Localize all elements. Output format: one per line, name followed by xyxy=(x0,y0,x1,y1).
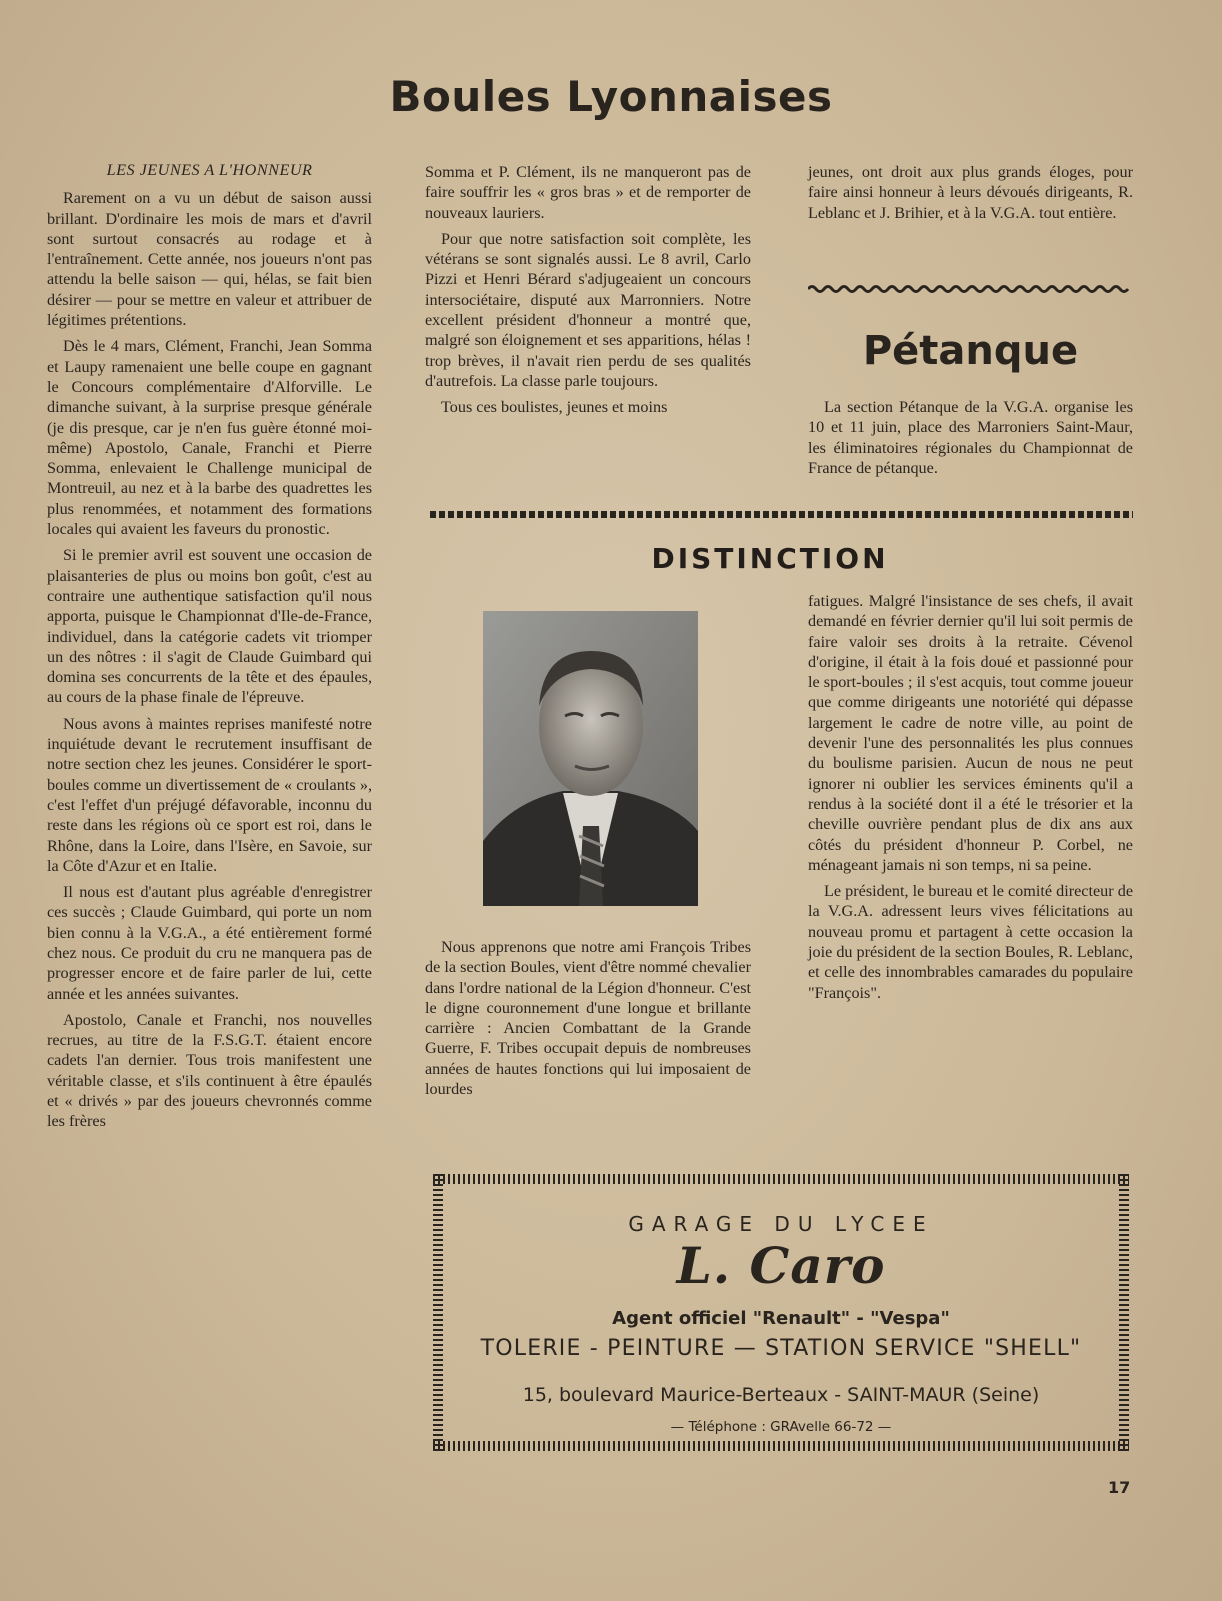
paragraph: Le président, le bureau et le comité directeur de la V.G.A. adressent leurs vives félicitations au nouveau promu et partagent à cette occasion la joie du président de la section Boules, R. Leblanc, et celle des innombrables camarades du populaire "François". xyxy=(808,882,1134,1002)
paragraph: fatigues. Malgré l'insistance de ses chefs, il avait demandé en février dernier qu'il lui soit permis de faire valoir ses droits à la retraite. Cévenol d'origine, il était à la fois doué et passionné pour le sport-boules ; il s'est acquis, tout comme joueur que comme dirigeants une notoriété qui dépasse largement le cadre de notre ville, au point de devenir l'une des personnalités les plus connues du boulisme parisien. Aucun de nous ne peut ignorer ni oublier les services éminents qu'il a rendus à la société dont il a été le trésorier et la cheville ouvrière pendant plus de dix ans aux côtés du président d'honneur P. Corbel, ne ménageant jamais ni son temps, ni sa peine. xyxy=(808,592,1133,874)
paragraph: Nous avons à maintes reprises manifesté notre inquiétude devant le recrutement insuffisant de notre section chez les jeunes. Considérer le sport-boules comme un divertissement de « croulants », c'est l'effet d'un préjugé défavorable, inconnu du reste dans les régions où ce sport est roi, dans le Rhône, dans la Loire, dans l'Isère, en Savoie, sur la Côte d'Azur et en Italie. xyxy=(47,714,372,875)
portrait-photo xyxy=(483,611,698,906)
ad-agent-line: Agent officiel "Renault" - "Vespa" xyxy=(612,1308,950,1329)
paragraph: Dès le 4 mars, Clément, Franchi, Jean Somma et Laupy ramenaient une belle coupe en gagnant le Concours complémentaire d'Alforville. Le dimanche suivant, à la surprise presque générale (je dis presque, car je n'en fus guère étonné moi-même) Apostolo, Canale, Franchi et Pierre Somma, enlevaient le Challenge municipal de Montreuil, au nez et à la barbe des quadrettes les plus renommées, et notamment des formations locales qui avaient les faveurs du pronostic. xyxy=(47,337,372,539)
page-number: 17 xyxy=(1108,1478,1131,1497)
paragraph: Il nous est d'autant plus agréable d'enregistrer ces succès ; Claude Guimbard, qui porte un nom bien connu à la V.G.A., a été entièrement formé chez nous. Ce produit du cru ne manquera pas de progresser encore et de faire parler de lui, cette année et les années suivantes. xyxy=(47,883,372,1003)
hatched-divider xyxy=(430,511,1133,518)
ad-address: 15, boulevard Maurice-Berteaux - SAINT-MAUR (Seine) xyxy=(522,1384,1040,1406)
boules-middle-column xyxy=(425,162,751,424)
paragraph: Pour que notre satisfaction soit complète, les vétérans se sont signalés aussi. Le 8 avril, Carlo Pizzi et Henri Bérard s'adjugeaient un concours intersociétaire, disputé aux Marronniers. Notre excellent président d'honneur a montré que, malgré son éloignement et ses apparitions, hélas ! trop brèves, il n'avait rien perdu de ses qualités d'autrefois. La classe parle toujours. xyxy=(425,229,751,390)
paragraph: jeunes, ont droit aux plus grands éloges, pour faire ainsi honneur à leurs dévoués dirigeants, R. Leblanc et J. Brihier, et à la V.G.A. tout entière. xyxy=(808,163,1133,222)
distinction-title: DISTINCTION xyxy=(651,542,889,575)
ad-garage-name: GARAGE DU LYCEE xyxy=(628,1212,934,1236)
paragraph: Rarement on a vu un début de saison aussi brillant. D'ordinaire les mois de mars et d'avril sont surtout consacrés au rodage et à l'entraînement. Cette année, nos joueurs n'ont pas attendu la belle saison — qui, hélas, se fait bien désirer — pour se mettre en valeur et attribuer de légitimes prétentions. xyxy=(47,189,372,330)
petanque-title: Pétanque xyxy=(862,328,1079,374)
section-heading: LES JEUNES A L'HONNEUR xyxy=(106,161,313,179)
ad-services: TOLERIE - PEINTURE — STATION SERVICE "SHELL" xyxy=(480,1336,1082,1361)
garage-advertisement xyxy=(426,1167,1136,1458)
page-title: Boules Lyonnaises xyxy=(389,72,833,121)
boules-right-column xyxy=(808,162,1133,229)
paragraph: Nous apprenons que notre ami François Tribes de la section Boules, vient d'être nommé chevalier dans l'ordre national de la Légion d'honneur. C'est le digne couronnement d'une longue et brillante carrière : Ancien Combattant de la Grande Guerre, F. Tribes occupait depuis de nombreuses années de hautes fonctions qui lui imposaient de lourdes xyxy=(425,938,751,1099)
paragraph: Tous ces boulistes, jeunes et moins xyxy=(441,398,668,417)
ad-phone: — Téléphone : GRAvelle 66-72 — xyxy=(670,1419,892,1435)
boules-left-column xyxy=(47,160,372,1138)
paragraph: La section Pétanque de la V.G.A. organise les 10 et 11 juin, place des Marroniers Saint-Maur, les éliminatoires régionales du Championnat de France de pétanque. xyxy=(808,398,1133,477)
petanque-text xyxy=(808,397,1133,484)
wavy-divider xyxy=(808,284,1133,294)
ad-owner-name: L. Caro xyxy=(676,1236,886,1295)
paragraph: Apostolo, Canale et Franchi, nos nouvelles recrues, au titre de la F.S.G.T. étaient encore cadets l'an dernier. Tous trois manifestent une véritable classe, et s'ils continuent à être épaulés et « drivés » par des joueurs chevronnés comme les frères xyxy=(47,1010,372,1131)
paragraph: Si le premier avril est souvent une occasion de plaisanteries de plus ou moins bon goût, c'est au contraire une authentique satisfaction qu'il nous apporta, puisque le Championnat d'Ile-de-France, individuel, dans la catégorie cadets vit triomper un des nôtres : il s'agit de Claude Guimbard qui domina ses concurrents de la tête et des épaules, au cours de la phase finale de l'épreuve. xyxy=(47,546,372,707)
distinction-left-column xyxy=(425,937,751,1105)
distinction-right-column xyxy=(808,591,1133,1009)
paragraph: Somma et P. Clément, ils ne manqueront pas de faire souffrir les « gros bras » et de remporter de nouveaux lauriers. xyxy=(425,163,751,222)
